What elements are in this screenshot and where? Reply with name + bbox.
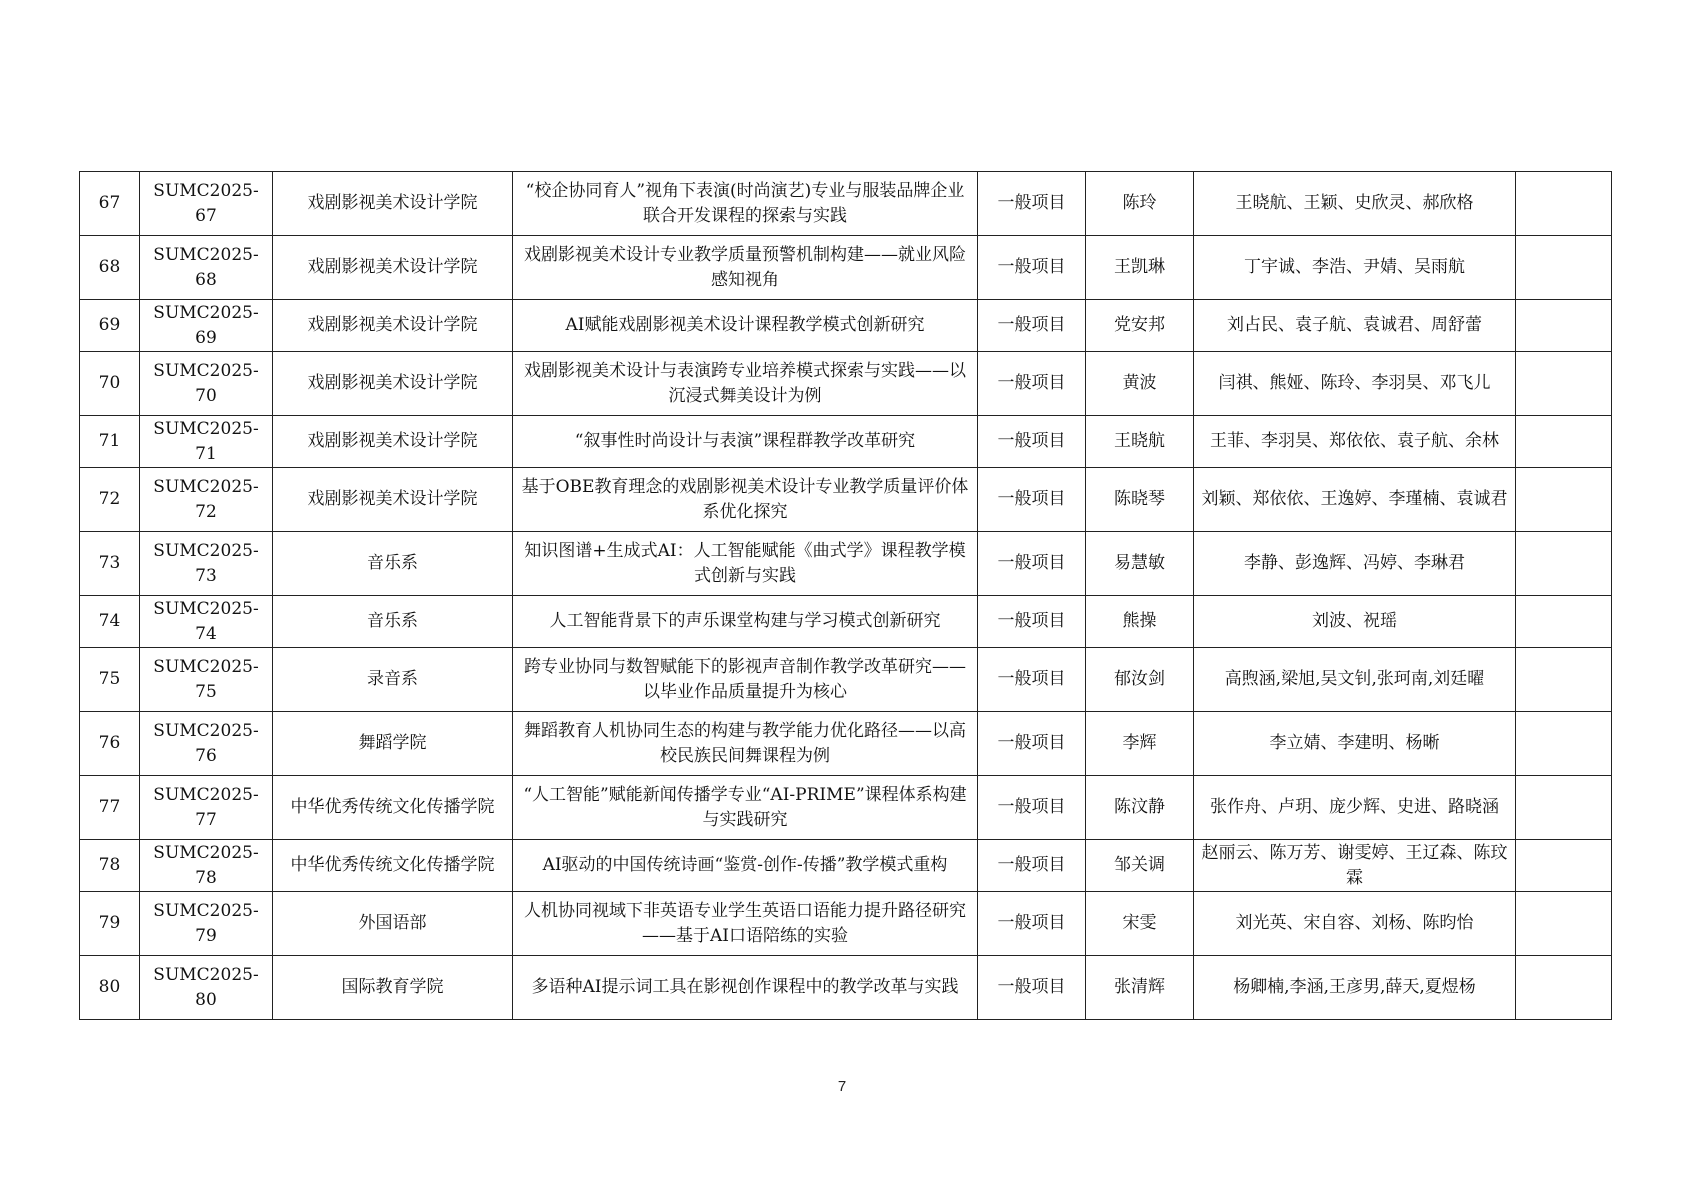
cell-no: 74 xyxy=(80,596,140,648)
cell-leader: 黄波 xyxy=(1086,352,1194,416)
table-row xyxy=(80,956,1612,1020)
table-row xyxy=(80,416,1612,468)
cell-project-type: 一般项目 xyxy=(978,956,1086,1020)
cell-project-id: SUMC2025-69 xyxy=(140,300,273,352)
cell-no: 75 xyxy=(80,648,140,712)
cell-project-type: 一般项目 xyxy=(978,468,1086,532)
cell-project-title: AI驱动的中国传统诗画“鉴赏-创作-传播”教学模式重构 xyxy=(513,840,978,892)
cell-department: 录音系 xyxy=(273,648,513,712)
cell-project-title: 人工智能背景下的声乐课堂构建与学习模式创新研究 xyxy=(513,596,978,648)
cell-members: 李静、彭逸辉、冯婷、李琳君 xyxy=(1194,532,1516,596)
table-body xyxy=(80,172,1612,1020)
cell-project-type: 一般项目 xyxy=(978,596,1086,648)
cell-leader: 熊操 xyxy=(1086,596,1194,648)
cell-leader: 陈晓琴 xyxy=(1086,468,1194,532)
cell-leader: 易慧敏 xyxy=(1086,532,1194,596)
cell-note xyxy=(1516,776,1612,840)
cell-project-type: 一般项目 xyxy=(978,416,1086,468)
cell-project-title: 人机协同视域下非英语专业学生英语口语能力提升路径研究——基于AI口语陪练的实验 xyxy=(513,892,978,956)
cell-note xyxy=(1516,352,1612,416)
cell-project-id: SUMC2025-67 xyxy=(140,172,273,236)
cell-project-title: “人工智能”赋能新闻传播学专业“AI-PRIME”课程体系构建与实践研究 xyxy=(513,776,978,840)
cell-project-type: 一般项目 xyxy=(978,236,1086,300)
cell-leader: 李辉 xyxy=(1086,712,1194,776)
cell-no: 78 xyxy=(80,840,140,892)
cell-leader: 王晓航 xyxy=(1086,416,1194,468)
table-row xyxy=(80,236,1612,300)
cell-project-type: 一般项目 xyxy=(978,532,1086,596)
table-row xyxy=(80,596,1612,648)
table-row xyxy=(80,172,1612,236)
cell-department: 戏剧影视美术设计学院 xyxy=(273,416,513,468)
cell-project-id: SUMC2025-78 xyxy=(140,840,273,892)
cell-department: 戏剧影视美术设计学院 xyxy=(273,468,513,532)
cell-department: 戏剧影视美术设计学院 xyxy=(273,300,513,352)
cell-members: 杨卿楠,李涵,王彦男,薛天,夏煜杨 xyxy=(1194,956,1516,1020)
cell-project-id: SUMC2025-80 xyxy=(140,956,273,1020)
cell-project-type: 一般项目 xyxy=(978,776,1086,840)
cell-members: 刘光英、宋自容、刘杨、陈昀怡 xyxy=(1194,892,1516,956)
cell-project-title: 知识图谱+生成式AI：人工智能赋能《曲式学》课程教学模式创新与实践 xyxy=(513,532,978,596)
table-row xyxy=(80,892,1612,956)
cell-note xyxy=(1516,840,1612,892)
cell-no: 68 xyxy=(80,236,140,300)
cell-department: 戏剧影视美术设计学院 xyxy=(273,172,513,236)
cell-project-title: “叙事性时尚设计与表演”课程群教学改革研究 xyxy=(513,416,978,468)
cell-note xyxy=(1516,300,1612,352)
cell-department: 中华优秀传统文化传播学院 xyxy=(273,776,513,840)
table-row xyxy=(80,648,1612,712)
cell-members: 张作舟、卢玥、庞少辉、史进、路晓涵 xyxy=(1194,776,1516,840)
cell-leader: 张清辉 xyxy=(1086,956,1194,1020)
cell-project-title: 舞蹈教育人机协同生态的构建与教学能力优化路径——以高校民族民间舞课程为例 xyxy=(513,712,978,776)
cell-project-type: 一般项目 xyxy=(978,840,1086,892)
cell-no: 77 xyxy=(80,776,140,840)
cell-members: 丁宇诚、李浩、尹婧、吴雨航 xyxy=(1194,236,1516,300)
cell-note xyxy=(1516,172,1612,236)
cell-leader: 邹关调 xyxy=(1086,840,1194,892)
table-row xyxy=(80,776,1612,840)
cell-note xyxy=(1516,416,1612,468)
cell-project-id: SUMC2025-75 xyxy=(140,648,273,712)
table-row xyxy=(80,468,1612,532)
cell-leader: 王凯琳 xyxy=(1086,236,1194,300)
project-table xyxy=(79,171,1612,1020)
cell-project-type: 一般项目 xyxy=(978,352,1086,416)
cell-members: 刘波、祝瑶 xyxy=(1194,596,1516,648)
cell-leader: 陈汶静 xyxy=(1086,776,1194,840)
cell-project-title: 跨专业协同与数智赋能下的影视声音制作教学改革研究——以毕业作品质量提升为核心 xyxy=(513,648,978,712)
cell-department: 舞蹈学院 xyxy=(273,712,513,776)
cell-leader: 宋雯 xyxy=(1086,892,1194,956)
cell-note xyxy=(1516,892,1612,956)
cell-no: 67 xyxy=(80,172,140,236)
cell-department: 音乐系 xyxy=(273,596,513,648)
cell-note xyxy=(1516,236,1612,300)
cell-project-id: SUMC2025-76 xyxy=(140,712,273,776)
page-number: 7 xyxy=(837,1078,847,1095)
cell-members: 王晓航、王颖、史欣灵、郝欣格 xyxy=(1194,172,1516,236)
cell-project-type: 一般项目 xyxy=(978,712,1086,776)
cell-members: 高煦涵,梁旭,吴文钊,张珂南,刘廷曜 xyxy=(1194,648,1516,712)
cell-note xyxy=(1516,648,1612,712)
cell-note xyxy=(1516,596,1612,648)
cell-no: 80 xyxy=(80,956,140,1020)
cell-project-id: SUMC2025-77 xyxy=(140,776,273,840)
cell-no: 71 xyxy=(80,416,140,468)
table-row xyxy=(80,840,1612,892)
cell-note xyxy=(1516,712,1612,776)
cell-project-title: 戏剧影视美术设计专业教学质量预警机制构建——就业风险感知视角 xyxy=(513,236,978,300)
cell-project-id: SUMC2025-73 xyxy=(140,532,273,596)
cell-project-type: 一般项目 xyxy=(978,172,1086,236)
cell-project-type: 一般项目 xyxy=(978,300,1086,352)
table-row xyxy=(80,532,1612,596)
cell-department: 中华优秀传统文化传播学院 xyxy=(273,840,513,892)
cell-leader: 陈玲 xyxy=(1086,172,1194,236)
cell-members: 刘占民、袁子航、袁诚君、周舒蕾 xyxy=(1194,300,1516,352)
cell-members: 李立婧、李建明、杨晰 xyxy=(1194,712,1516,776)
cell-note xyxy=(1516,532,1612,596)
cell-members: 刘颖、郑依依、王逸婷、李瑾楠、袁诚君 xyxy=(1194,468,1516,532)
cell-no: 69 xyxy=(80,300,140,352)
table-row xyxy=(80,300,1612,352)
cell-department: 戏剧影视美术设计学院 xyxy=(273,352,513,416)
cell-leader: 党安邦 xyxy=(1086,300,1194,352)
cell-project-id: SUMC2025-72 xyxy=(140,468,273,532)
cell-no: 70 xyxy=(80,352,140,416)
table-row xyxy=(80,352,1612,416)
cell-project-id: SUMC2025-74 xyxy=(140,596,273,648)
cell-department: 国际教育学院 xyxy=(273,956,513,1020)
cell-project-title: 戏剧影视美术设计与表演跨专业培养模式探索与实践——以沉浸式舞美设计为例 xyxy=(513,352,978,416)
cell-department: 外国语部 xyxy=(273,892,513,956)
cell-members: 王菲、李羽昊、郑依依、袁子航、余林 xyxy=(1194,416,1516,468)
cell-note xyxy=(1516,956,1612,1020)
cell-no: 79 xyxy=(80,892,140,956)
cell-members: 闫祺、熊娅、陈玲、李羽昊、邓飞儿 xyxy=(1194,352,1516,416)
cell-project-title: 基于OBE教育理念的戏剧影视美术设计专业教学质量评价体系优化探究 xyxy=(513,468,978,532)
table-row xyxy=(80,712,1612,776)
cell-project-id: SUMC2025-68 xyxy=(140,236,273,300)
cell-project-type: 一般项目 xyxy=(978,648,1086,712)
cell-leader: 郁汝剑 xyxy=(1086,648,1194,712)
cell-project-title: “校企协同育人”视角下表演(时尚演艺)专业与服装品牌企业联合开发课程的探索与实践 xyxy=(513,172,978,236)
cell-no: 73 xyxy=(80,532,140,596)
cell-project-type: 一般项目 xyxy=(978,892,1086,956)
cell-no: 72 xyxy=(80,468,140,532)
cell-department: 音乐系 xyxy=(273,532,513,596)
cell-no: 76 xyxy=(80,712,140,776)
cell-project-id: SUMC2025-71 xyxy=(140,416,273,468)
cell-project-id: SUMC2025-70 xyxy=(140,352,273,416)
cell-project-title: 多语种AI提示词工具在影视创作课程中的教学改革与实践 xyxy=(513,956,978,1020)
cell-department: 戏剧影视美术设计学院 xyxy=(273,236,513,300)
cell-project-id: SUMC2025-79 xyxy=(140,892,273,956)
cell-project-title: AI赋能戏剧影视美术设计课程教学模式创新研究 xyxy=(513,300,978,352)
cell-members: 赵丽云、陈万芳、谢雯婷、王辽森、陈玟霖 xyxy=(1194,840,1516,892)
cell-note xyxy=(1516,468,1612,532)
